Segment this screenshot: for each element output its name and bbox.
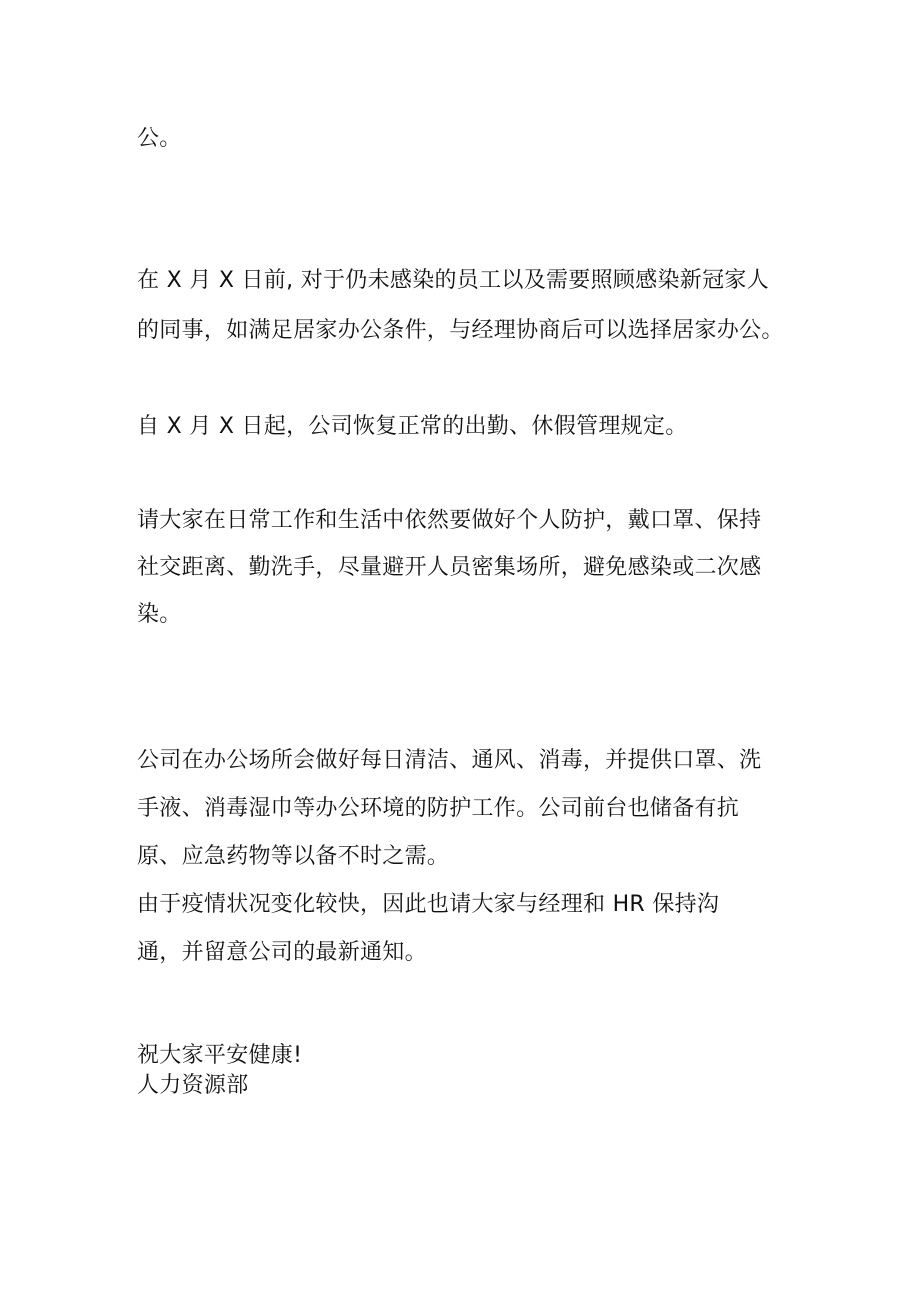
closing-greeting: 祝大家平安健康! [137, 1043, 303, 1068]
text-line: 原、应急药物等以备不时之需。 [137, 844, 450, 869]
text-line: 公司在办公场所会做好每日清洁、通风、消毒，并提供口罩、洗 [137, 748, 762, 773]
text-line: 在 X 月 X 日前, 对于仍未感染的员工以及需要照顾感染新冠家人 [137, 268, 770, 293]
text-line: 的同事，如满足居家办公条件，与经理协商后可以选择居家办公。 [137, 318, 784, 343]
text-line: 公。 [137, 126, 182, 151]
signature-department: 人力资源部 [137, 1073, 249, 1098]
text-line: 社交距离、勤洗手，尽量避开人员密集场所，避免感染或二次感 [137, 555, 762, 580]
text-line: 手液、消毒湿巾等办公环境的防护工作。公司前台也储备有抗 [137, 796, 740, 821]
text-line: 通，并留意公司的最新通知。 [137, 940, 427, 965]
text-line: 染。 [137, 602, 182, 627]
text-line: 自 X 月 X 日起，公司恢复正常的出勤、休假管理规定。 [137, 414, 688, 439]
text-line: 由于疫情状况变化较快，因此也请大家与经理和 HR 保持沟 [137, 892, 720, 917]
text-line: 请大家在日常工作和生活中依然要做好个人防护，戴口罩、保持 [137, 508, 762, 533]
